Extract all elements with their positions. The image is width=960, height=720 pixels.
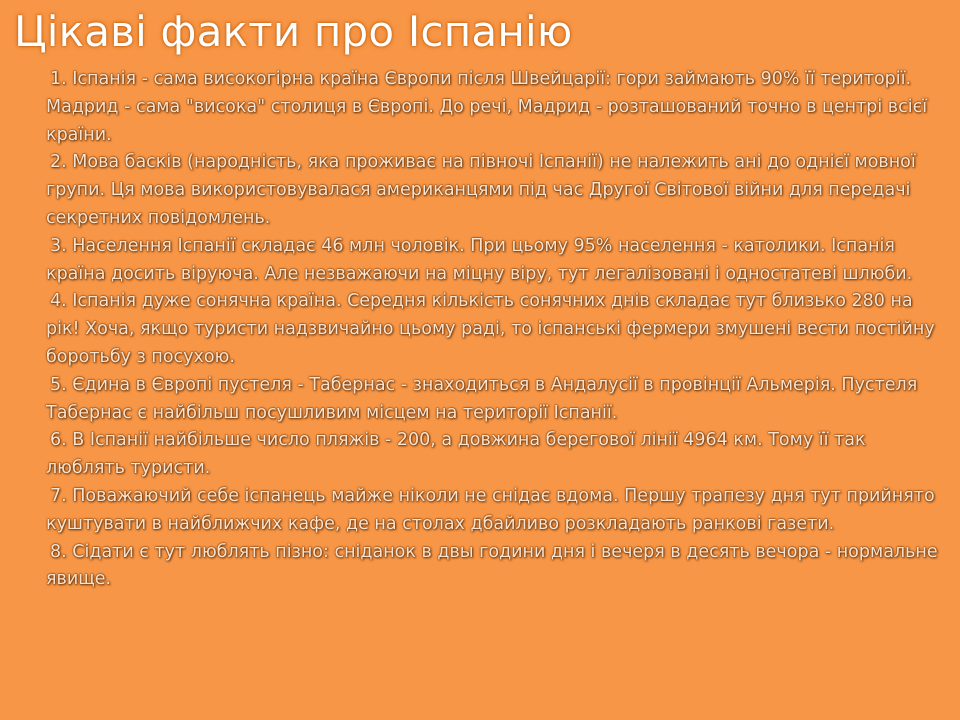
- fact-item-2: 2. Мова басків (народність, яка проживає на півночі Іспанії) не належить ані до однієї мовної групи. Ця мова використовувалася американцями під час Другої Світової війни для передачі секретних повідомлень.: [46, 152, 916, 228]
- fact-item-5: 5. Єдина в Європі пустеля - Табернас - знаходиться в Андалусії в провінції Альмерія. Пустеля Табернас є найбільш посушливим місцем на території Іспанії.: [46, 374, 918, 423]
- fact-item-4: 4. Іспанія дуже сонячна країна. Середня кількість сонячних днів складає тут близько 280 на рік! Хоча, якщо туристи надзвичайно цьому раді, то іспанські фермери змушені вести постійну боротьбу з посухою.: [46, 291, 935, 367]
- fact-item-7: 7. Поважаючий себе іспанець майже ніколи не снідає вдома. Першу трапезу дня тут прийнято куштувати в найближчих кафе, де на столах дбайливо розкладають ранкові газети.: [46, 485, 935, 534]
- fact-item-1: 1. Іспанія - сама високогірна країна Європи після Швейцарії: гори займають 90% її території. Мадрид - сама "висока" столиця в Європі. До речі, Мадрид - розташований точно в центрі всієї країни.: [46, 69, 928, 145]
- fact-item-3: 3. Населення Іспанії складає 46 млн чоловік. При цьому 95% населення - католики. Іспанія країна досить віруюча. Але незважаючи на міцну віру, тут легалізовані і одностатеві шлюби.: [46, 235, 913, 284]
- fact-item-8: 8. Сідати є тут люблять пізно: сніданок в двы години дня і вечеря в десять вечора - нормальне явище.: [46, 541, 938, 590]
- fact-item-6: 6. В Іспанії найбільше число пляжів - 200, а довжина берегової лінії 4964 км. Тому її так люблять туристи.: [46, 430, 866, 479]
- slide-title: Цікаві факти про Іспанію: [14, 7, 573, 56]
- facts-list: [46, 66, 946, 594]
